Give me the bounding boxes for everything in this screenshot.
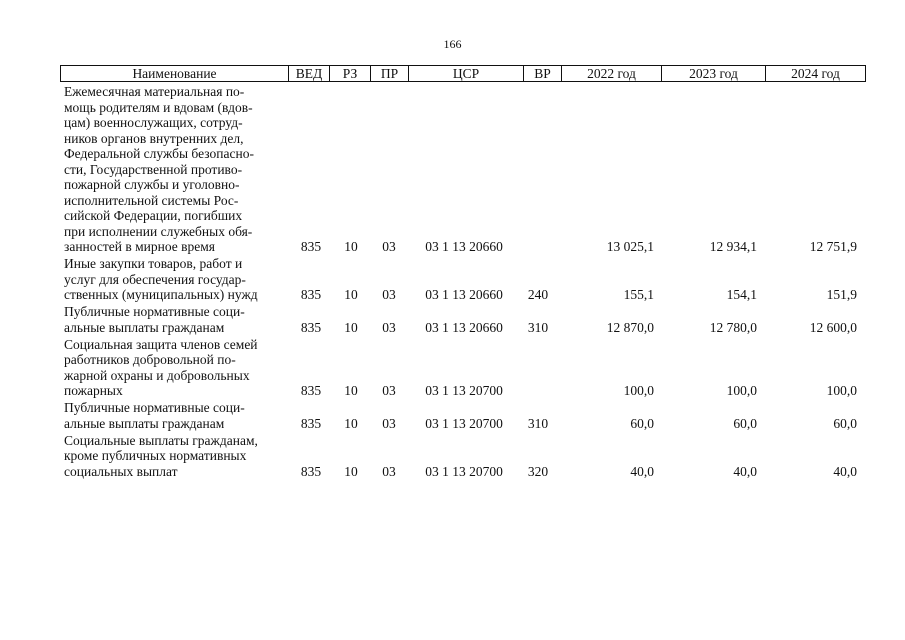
header-vr: ВР: [524, 66, 562, 81]
cell-2022: 100,0: [623, 383, 654, 398]
table-row: [0, 256, 905, 303]
page-number: 166: [443, 37, 462, 51]
cell-2024: 100,0: [826, 383, 857, 398]
cell-vr: 310: [527, 415, 549, 431]
cell-rz: 10: [344, 415, 358, 431]
cell-csr: 03 1 13 20700: [425, 415, 503, 431]
cell-2023: 60,0: [733, 415, 757, 431]
row-name: [64, 337, 294, 399]
cell-rz: 10: [344, 463, 358, 479]
table-row: [0, 400, 905, 431]
cell-2024: 60,0: [833, 415, 857, 431]
cell-vr: 240: [527, 287, 549, 302]
cell-2024: 151,9: [826, 287, 857, 302]
row-name-line: занностей в мирное время: [64, 239, 215, 254]
cell-vr: 320: [527, 463, 549, 479]
row-name-line: ников органов внутренних дел,: [64, 130, 244, 146]
table-row: [0, 337, 905, 399]
row-name-line: исполнительной системы Рос-: [64, 192, 239, 208]
row-name: [64, 304, 294, 335]
cell-pr: 03: [382, 383, 396, 398]
row-name-line: Публичные нормативные соци-: [64, 304, 245, 319]
cell-2023: 154,1: [726, 287, 757, 302]
cell-ved: 835: [300, 319, 322, 335]
cell-2024: 12 751,9: [809, 239, 857, 254]
row-name-line: пожарной службы и уголовно-: [64, 177, 240, 192]
row-name-line: цам) военнослужащих, сотруд-: [64, 115, 243, 130]
row-name-line: при исполнении служебных обя-: [64, 223, 253, 239]
table-row: [0, 433, 905, 480]
cell-rz: 10: [344, 239, 358, 254]
row-name: [64, 84, 294, 255]
row-name: [64, 433, 294, 480]
cell-vr: 310: [527, 319, 549, 335]
cell-ved: 835: [300, 383, 322, 398]
row-name-line: сийской Федерации, погибших: [64, 208, 243, 223]
cell-2022: 60,0: [630, 415, 654, 431]
cell-pr: 03: [382, 287, 396, 302]
header-rz: РЗ: [330, 66, 371, 81]
cell-csr: 03 1 13 20700: [425, 463, 503, 479]
header-name: Наименование: [61, 66, 289, 81]
row-name: [64, 256, 294, 303]
cell-pr: 03: [382, 239, 396, 254]
table-header: [60, 65, 866, 82]
row-name-line: Ежемесячная материальная по-: [64, 84, 245, 99]
cell-2023: 12 780,0: [709, 319, 757, 335]
cell-rz: 10: [344, 383, 358, 398]
cell-pr: 03: [382, 415, 396, 431]
cell-2024: 12 600,0: [809, 319, 857, 335]
row-name-line: альные выплаты гражданам: [64, 415, 225, 431]
header-csr: ЦСР: [409, 66, 524, 81]
row-name-line: Иные закупки товаров, работ и: [64, 256, 243, 271]
cell-ved: 835: [300, 239, 322, 254]
header-2023: 2023 год: [662, 66, 766, 81]
row-name-line: Публичные нормативные соци-: [64, 400, 245, 415]
cell-pr: 03: [382, 463, 396, 479]
row-name-line: работников добровольной по-: [64, 352, 236, 367]
row-name-line: Федеральной службы безопасно-: [64, 146, 254, 161]
cell-2024: 40,0: [833, 463, 857, 479]
row-name-line: жарной охраны и добровольных: [64, 367, 250, 383]
cell-ved: 835: [300, 463, 322, 479]
cell-2023: 12 934,1: [709, 239, 757, 254]
table-row: [0, 84, 905, 255]
row-name-line: мощь родителям и вдовам (вдов-: [64, 99, 253, 115]
cell-2023: 100,0: [726, 383, 757, 398]
row-name-line: услуг для обеспечения государ-: [64, 271, 246, 287]
cell-2023: 40,0: [733, 463, 757, 479]
table-row: [0, 304, 905, 335]
cell-csr: 03 1 13 20700: [425, 383, 503, 398]
cell-csr: 03 1 13 20660: [425, 287, 503, 302]
cell-ved: 835: [300, 415, 322, 431]
cell-pr: 03: [382, 319, 396, 335]
header-2022: 2022 год: [562, 66, 662, 81]
row-name-line: Социальная защита членов семей: [64, 336, 258, 352]
row-name-line: альные выплаты гражданам: [64, 319, 225, 335]
row-name-line: Социальные выплаты гражданам,: [64, 432, 258, 448]
cell-2022: 13 025,1: [606, 239, 654, 254]
row-name-line: сти, Государственной противо-: [64, 161, 243, 177]
cell-ved: 835: [300, 287, 322, 302]
header-pr: ПР: [371, 66, 409, 81]
cell-2022: 40,0: [630, 463, 654, 479]
row-name-line: кроме публичных нормативных: [64, 448, 247, 463]
cell-rz: 10: [344, 287, 358, 302]
cell-csr: 03 1 13 20660: [425, 319, 503, 335]
cell-2022: 12 870,0: [606, 319, 654, 335]
row-name-line: ственных (муниципальных) нужд: [64, 287, 258, 302]
cell-csr: 03 1 13 20660: [425, 239, 503, 254]
row-name-line: пожарных: [64, 383, 123, 398]
cell-rz: 10: [344, 319, 358, 335]
header-2024: 2024 год: [791, 66, 840, 81]
header-ved: ВЕД: [289, 66, 330, 81]
cell-2022: 155,1: [623, 287, 654, 302]
row-name: [64, 400, 294, 431]
row-name-line: социальных выплат: [64, 463, 178, 479]
